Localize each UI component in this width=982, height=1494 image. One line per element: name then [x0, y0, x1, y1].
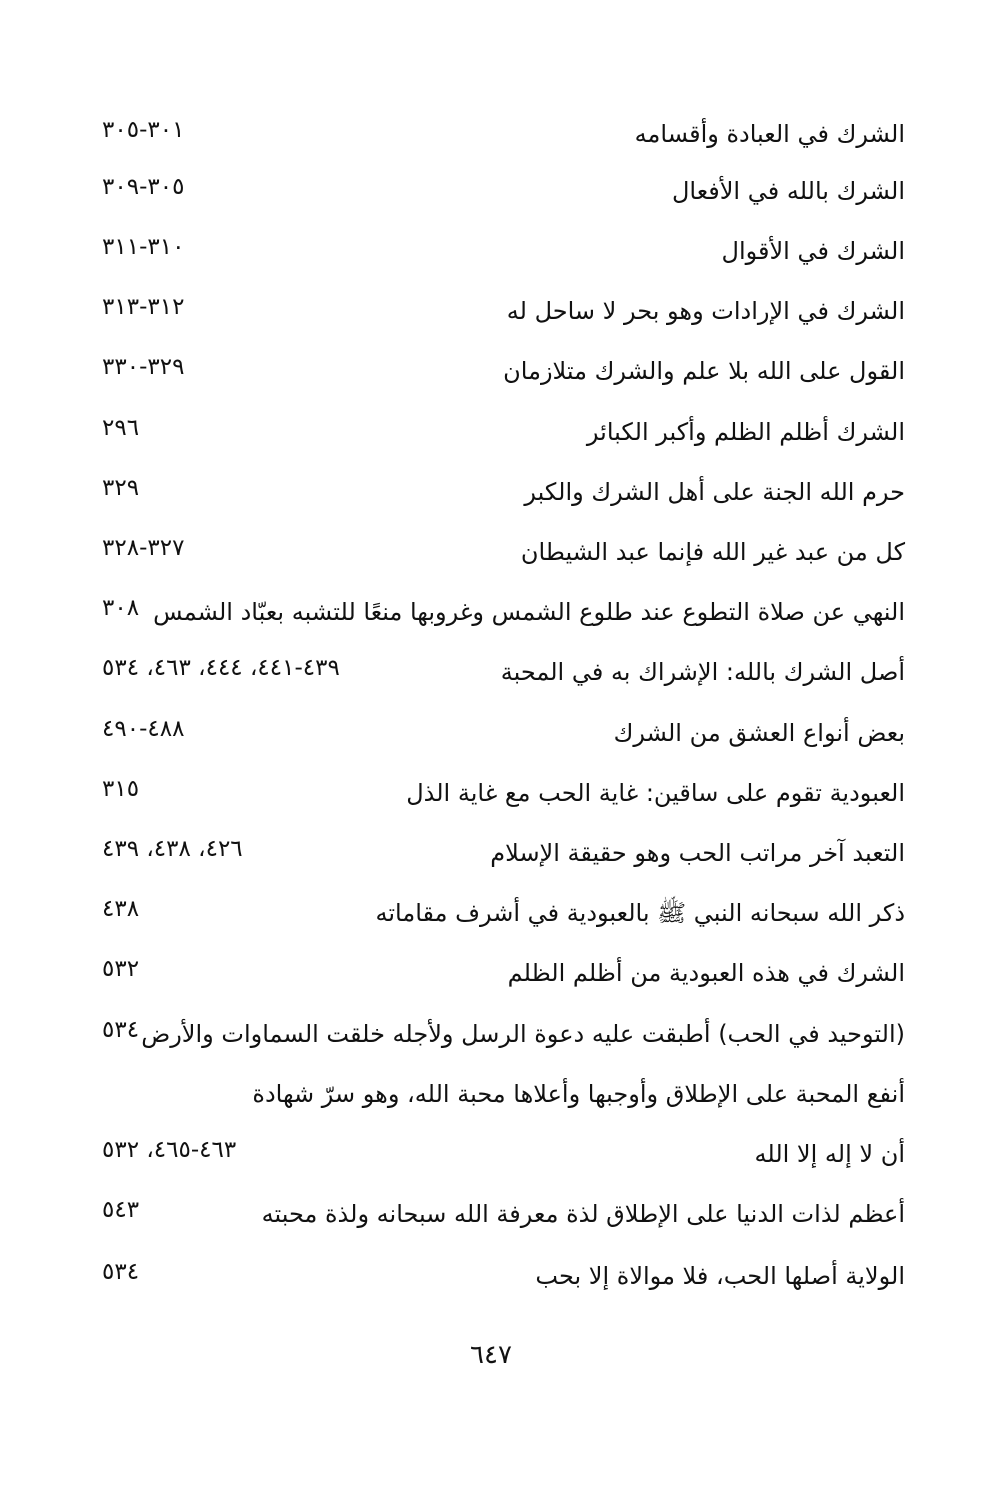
index-pages: ٣٠٨	[102, 595, 140, 621]
index-pages: ٤٢٦، ٤٣٨، ٤٣٩	[102, 836, 243, 862]
index-topic: أصل الشرك بالله: الإشراك به في المحبة	[500, 658, 905, 686]
index-pages: ٣٢٩-٣٣٠	[102, 354, 185, 380]
index-topic: الشرك في الأقوال	[721, 237, 905, 265]
index-topic: كل من عبد غير الله فإنما عبد الشيطان	[520, 538, 905, 566]
index-pages: ٣٠١-٣٠٥	[102, 117, 185, 143]
index-pages: ٣١٢-٣١٣	[102, 294, 185, 320]
index-pages: ٤٣٨	[102, 896, 140, 922]
index-entry	[90, 351, 905, 391]
index-pages: ٥٣٤	[102, 1017, 140, 1043]
index-pages: ٣٠٥-٣٠٩	[102, 174, 185, 200]
index-entry	[90, 1256, 905, 1296]
index-pages: ٤٨٨-٤٩٠	[102, 716, 185, 742]
index-topic: حرم الله الجنة على أهل الشرك والكبر	[524, 478, 905, 506]
index-topic: الشرك في هذه العبودية من أظلم الظلم	[507, 959, 905, 987]
index-pages: ٣٢٧-٣٢٨	[102, 535, 185, 561]
index-pages: ٣٢٩	[102, 475, 140, 501]
index-pages: ٥٣٤	[102, 1259, 140, 1285]
index-topic: العبودية تقوم على ساقين: غاية الحب مع غاية الذل	[406, 779, 905, 807]
index-topic: القول على الله بلا علم والشرك متلازمان	[503, 357, 905, 385]
index-entry	[90, 472, 905, 512]
index-entry	[90, 1074, 905, 1114]
index-topic: ذكر الله سبحانه النبي ﷺ بالعبودية في أشرف مقاماته	[375, 899, 905, 927]
index-topic: بعض أنواع العشق من الشرك	[613, 719, 905, 747]
index-entry	[90, 953, 905, 993]
index-entry	[90, 833, 905, 873]
index-entry	[90, 171, 905, 211]
index-pages: ٣١٥	[102, 776, 140, 802]
page-number: ٦٤٧	[470, 1340, 512, 1370]
index-entry	[90, 1014, 905, 1054]
index-entry	[90, 652, 905, 692]
index-pages: ٣١٠-٣١١	[102, 234, 185, 260]
index-topic: أن لا إله إلا الله	[754, 1140, 905, 1168]
index-topic: أعظم لذات الدنيا على الإطلاق لذة معرفة الله سبحانه ولذة محبته	[261, 1200, 905, 1228]
index-pages: ٥٣٢	[102, 956, 140, 982]
index-entry	[90, 1194, 905, 1234]
index-entry	[90, 291, 905, 331]
index-topic: الشرك بالله في الأفعال	[671, 177, 905, 205]
index-pages: ٥٤٣	[102, 1197, 140, 1223]
index-entry	[90, 1134, 905, 1174]
index-topic: الشرك في العبادة وأقسامه	[634, 120, 905, 148]
index-entry	[90, 893, 905, 933]
index-entry	[90, 532, 905, 572]
index-topic: النهي عن صلاة التطوع عند طلوع الشمس وغروبها منعًا للتشبه بعبّاد الشمس	[153, 598, 905, 626]
index-topic: الولاية أصلها الحب، فلا موالاة إلا بحب	[535, 1262, 905, 1290]
index-entry	[90, 773, 905, 813]
index-pages: ٤٦٣-٤٦٥، ٥٣٢	[102, 1137, 237, 1163]
index-entry	[90, 592, 905, 632]
index-topic: أنفع المحبة على الإطلاق وأوجبها وأعلاها محبة الله، وهو سرّ شهادة	[252, 1080, 905, 1108]
index-topic: (التوحيد في الحب) أطبقت عليه دعوة الرسل ولأجله خلقت السماوات والأرض	[141, 1020, 905, 1048]
index-entry	[90, 114, 905, 154]
index-topic: الشرك في الإرادات وهو بحر لا ساحل له	[506, 297, 905, 325]
index-entry	[90, 231, 905, 271]
index-entry	[90, 412, 905, 452]
index-pages: ٤٣٩-٤٤١، ٤٤٤، ٤٦٣، ٥٣٤	[102, 655, 340, 681]
index-topic: التعبد آخر مراتب الحب وهو حقيقة الإسلام	[490, 839, 905, 867]
index-topic: الشرك أظلم الظلم وأكبر الكبائر	[586, 418, 905, 446]
index-pages: ٢٩٦	[102, 415, 140, 441]
index-entry	[90, 713, 905, 753]
